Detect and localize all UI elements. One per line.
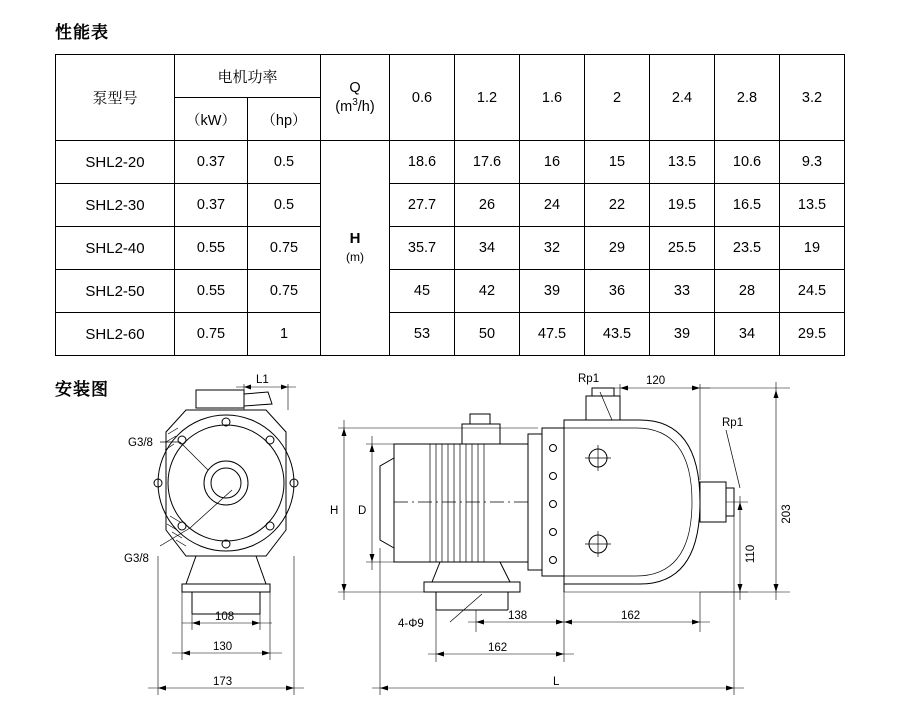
terminal-box [196,390,244,408]
cell-head: 24 [520,184,585,227]
cell-head: 50 [455,313,520,356]
motor-base [424,582,520,592]
label-203: 203 [781,504,793,524]
dl-arrow-l [380,686,388,691]
flow-col-2: 1.6 [520,55,585,141]
cell-head: 27.7 [390,184,455,227]
bolt-3 [178,522,186,530]
install-section-title: 安装图 [55,380,109,399]
d110-arrow-top [738,502,743,510]
label-110: 110 [745,544,757,564]
dd-arrow-bottom [370,554,375,562]
bolt-1 [178,436,186,444]
motor-body [394,444,528,562]
d130-arrow-l [182,651,190,656]
d120-arrow-r [692,386,700,391]
d108-arrow-r [252,621,260,626]
pump-neck [542,428,564,576]
label-108: 108 [215,611,235,623]
label-130: 130 [213,641,233,653]
head-unit: (m) [346,250,364,264]
label-h: H [330,505,339,517]
cell-head: 29.5 [780,313,845,356]
label-rp1-top: Rp1 [578,373,600,385]
g38-bottom-leader [190,490,232,528]
cell-kw: 0.37 [175,141,248,184]
cell-head: 17.6 [455,141,520,184]
flange-bolt-2 [550,473,557,480]
cell-head: 24.5 [780,270,845,313]
cell-head: 34 [455,227,520,270]
rp1-right-leader [726,430,740,488]
label-138: 138 [508,610,528,622]
fan-cover-circle [158,415,294,551]
motor-legs [432,562,510,582]
holes-leader [450,594,482,622]
d203-arrow-top [774,390,779,398]
cell-model: SHL2-60 [56,313,175,356]
dh-arrow-bottom [342,584,347,592]
table-header-row [56,55,845,98]
cell-head: 16.5 [715,184,780,227]
header-kw: （kW） [175,98,248,141]
base-plate [182,584,270,592]
cell-head: 33 [650,270,715,313]
cell-kw: 0.55 [175,270,248,313]
label-162-bottom: 162 [488,642,508,654]
cell-head: 18.6 [390,141,455,184]
pump-casing-inner [564,428,692,576]
side-terminal-lid [470,414,490,424]
cell-model: SHL2-20 [56,141,175,184]
table-row [56,227,845,270]
l1-arrow-right [281,385,288,390]
cell-model: SHL2-50 [56,270,175,313]
cell-head: 15 [585,141,650,184]
cell-kw: 0.75 [175,313,248,356]
bolt-4 [266,522,274,530]
cell-model: SHL2-30 [56,184,175,227]
motor-frame-outline [166,410,286,556]
adapter-flange [528,434,542,570]
cell-head: 47.5 [520,313,585,356]
cell-hp: 0.5 [248,184,321,227]
cell-hp: 1 [248,313,321,356]
head-symbol: H [349,230,361,247]
d138-arrow-r [556,620,564,625]
cell-hp: 0.75 [248,227,321,270]
header-pump-model: 泵型号 [56,55,175,141]
label-173: 173 [213,676,233,688]
cell-head: 25.5 [650,227,715,270]
performance-table [55,54,845,356]
header-hp: （hp） [248,98,321,141]
header-flow-q [321,55,390,141]
cell-head: 13.5 [780,184,845,227]
label-l1: L1 [256,374,269,386]
cell-head: 36 [585,270,650,313]
label-rp1-right: Rp1 [722,417,744,429]
flow-col-4: 2.4 [650,55,715,141]
header-motor-power: 电机功率 [175,55,321,98]
side-terminal-box [462,424,500,444]
label-120: 120 [646,375,666,387]
cell-model: SHL2-40 [56,227,175,270]
motor-rear-cover [380,458,394,548]
cell-head: 43.5 [585,313,650,356]
cell-head: 35.7 [390,227,455,270]
cable-gland [244,392,272,406]
label-g38-bottom: G3/8 [124,553,149,565]
dl-arrow-r [726,686,734,691]
d203-arrow-bottom [774,584,779,592]
table-row [56,184,845,227]
cell-head: 29 [585,227,650,270]
cell-head: 32 [520,227,585,270]
d110-arrow-bottom [738,584,743,592]
d120-arrow-l [620,386,628,391]
cell-hp: 0.5 [248,141,321,184]
right-flange [700,482,726,522]
cell-head: 19 [780,227,845,270]
label-g38-top: G3/8 [128,437,153,449]
d130-arrow-r [262,651,270,656]
label-162-top: 162 [621,610,641,622]
cell-head: 9.3 [780,141,845,184]
cell-head: 26 [455,184,520,227]
bolt-2 [266,436,274,444]
cell-head: 39 [650,313,715,356]
d162b-arrow-l [436,652,444,657]
flange-bolt-1 [550,445,557,452]
cell-head: 22 [585,184,650,227]
d173-arrow-r [286,686,294,691]
flow-unit-post: /h) [357,98,375,115]
flow-col-0: 0.6 [390,55,455,141]
flow-unit-pre: (m [335,98,353,115]
shaft-inner-circle [211,468,241,498]
flow-symbol: Q [349,79,361,96]
table-row [56,141,845,184]
label-l: L [553,676,560,688]
flange-bolt-3 [550,501,557,508]
support-legs [186,556,266,584]
pump-casing [564,420,700,584]
d108-arrow-l [192,621,200,626]
motor-cooling-fins [430,444,484,562]
flange-bolt-4 [550,529,557,536]
top-flange-lip [592,388,614,396]
flow-col-3: 2 [585,55,650,141]
g38-top-leader [180,442,208,470]
cell-head: 23.5 [715,227,780,270]
flow-unit-exp: 3 [352,96,358,108]
cell-head: 45 [390,270,455,313]
flange-bolt-5 [550,557,557,564]
d162a-arrow-l [564,620,572,625]
l1-arrow-left [244,385,251,390]
cell-kw: 0.37 [175,184,248,227]
cell-head: 42 [455,270,520,313]
d162b-arrow-r [556,652,564,657]
dd-arrow-top [370,444,375,452]
cell-head: 34 [715,313,780,356]
cell-head: 39 [520,270,585,313]
cell-kw: 0.55 [175,227,248,270]
flow-col-6: 3.2 [780,55,845,141]
installation-drawing [0,370,900,711]
flow-col-1: 1.2 [455,55,520,141]
cell-head: 13.5 [650,141,715,184]
head-label-cell [321,141,390,356]
cell-head: 53 [390,313,455,356]
dh-arrow-top [342,428,347,436]
cell-head: 10.6 [715,141,780,184]
cell-head: 19.5 [650,184,715,227]
d138-arrow-l [476,620,484,625]
flow-col-5: 2.8 [715,55,780,141]
cell-head: 16 [520,141,585,184]
table-row [56,313,845,356]
performance-section-title: 性能表 [55,23,109,42]
cell-hp: 0.75 [248,270,321,313]
cell-head: 28 [715,270,780,313]
d173-arrow-l [158,686,166,691]
label-d: D [358,505,367,517]
table-row [56,270,845,313]
d162a-arrow-r [692,620,700,625]
label-holes: 4-Φ9 [398,618,424,630]
